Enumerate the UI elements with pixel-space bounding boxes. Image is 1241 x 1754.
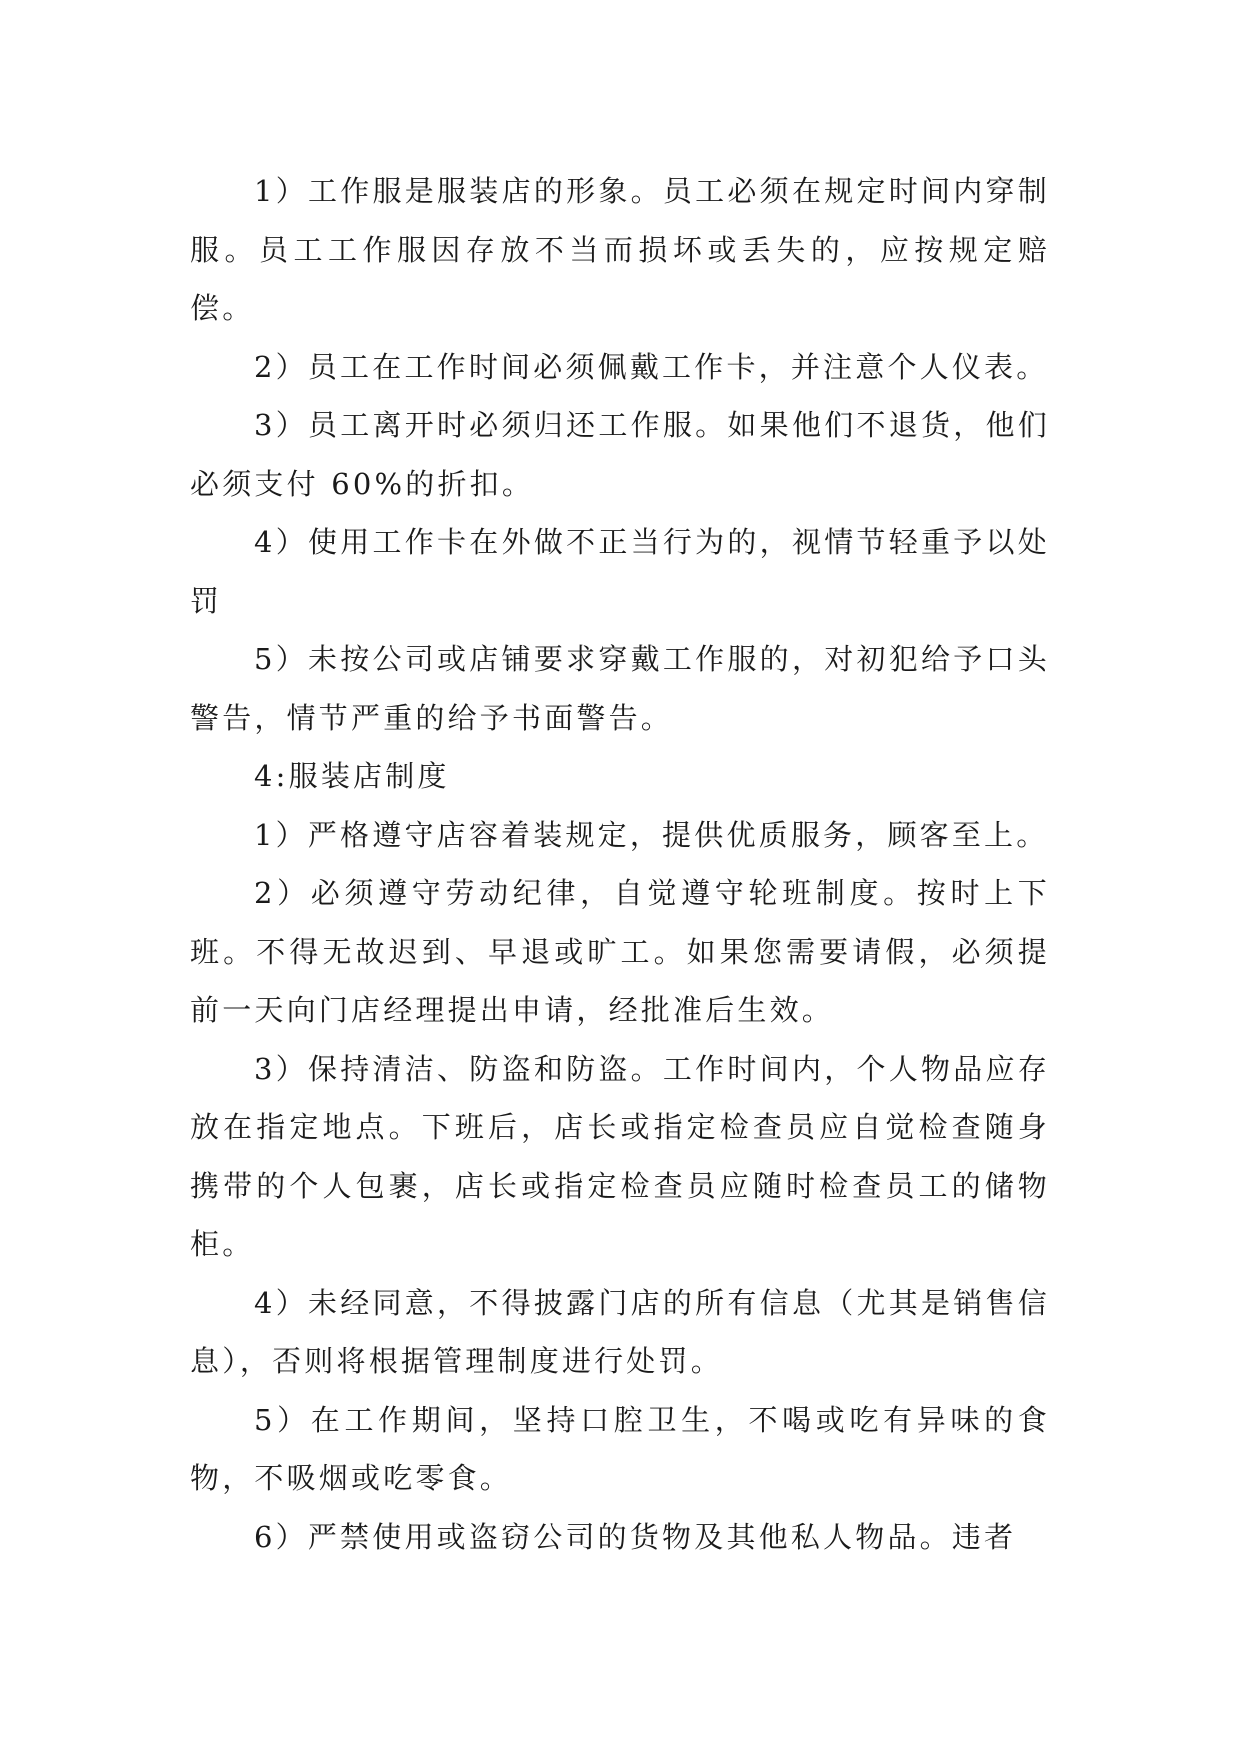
paragraph-uniform-4: 4）使用工作卡在外做不正当行为的，视情节轻重予以处罚 (190, 525, 1050, 618)
paragraph-uniform-5: 5）未按公司或店铺要求穿戴工作服的，对初犯给予口头警告，情节严重的给予书面警告。 (190, 642, 1050, 735)
paragraph-uniform-3: 3）员工离开时必须归还工作服。如果他们不退货，他们必须支付 60%的折扣。 (190, 408, 1050, 501)
paragraph-rule-4: 4）未经同意，不得披露门店的所有信息（尤其是销售信息），否则将根据管理制度进行处罚。 (190, 1285, 1050, 1378)
paragraph-rule-1: 1）严格遵守店容着装规定，提供优质服务，顾客至上。 (254, 817, 1049, 852)
paragraph-uniform-1: 1）工作服是服装店的形象。员工必须在规定时间内穿制服。员工工作服因存放不当而损坏或丢失的，应按规定赔偿。 (190, 174, 1050, 325)
paragraph-uniform-2: 2）员工在工作时间必须佩戴工作卡，并注意个人仪表。 (254, 349, 1049, 384)
section-heading: 4:服装店制度 (254, 759, 450, 793)
paragraph-rule-3: 3）保持清洁、防盗和防盗。工作时间内，个人物品应存放在指定地点。下班后，店长或指定检查员应自觉检查随身携带的个人包裹，店长或指定检查员应随时检查员工的储物柜。 (190, 1051, 1050, 1261)
paragraph-rule-6: 6）严禁使用或盗窃公司的货物及其他私人物品。违者 (254, 1519, 1017, 1554)
document-body (190, 162, 1050, 1566)
paragraph-rule-2: 2）必须遵守劳动纪律，自觉遵守轮班制度。按时上下班。不得无故迟到、早退或旷工。如果您需要请假，必须提前一天向门店经理提出申请，经批准后生效。 (190, 876, 1050, 1027)
paragraph-rule-5: 5）在工作期间，坚持口腔卫生，不喝或吃有异味的食物，不吸烟或吃零食。 (190, 1402, 1050, 1495)
